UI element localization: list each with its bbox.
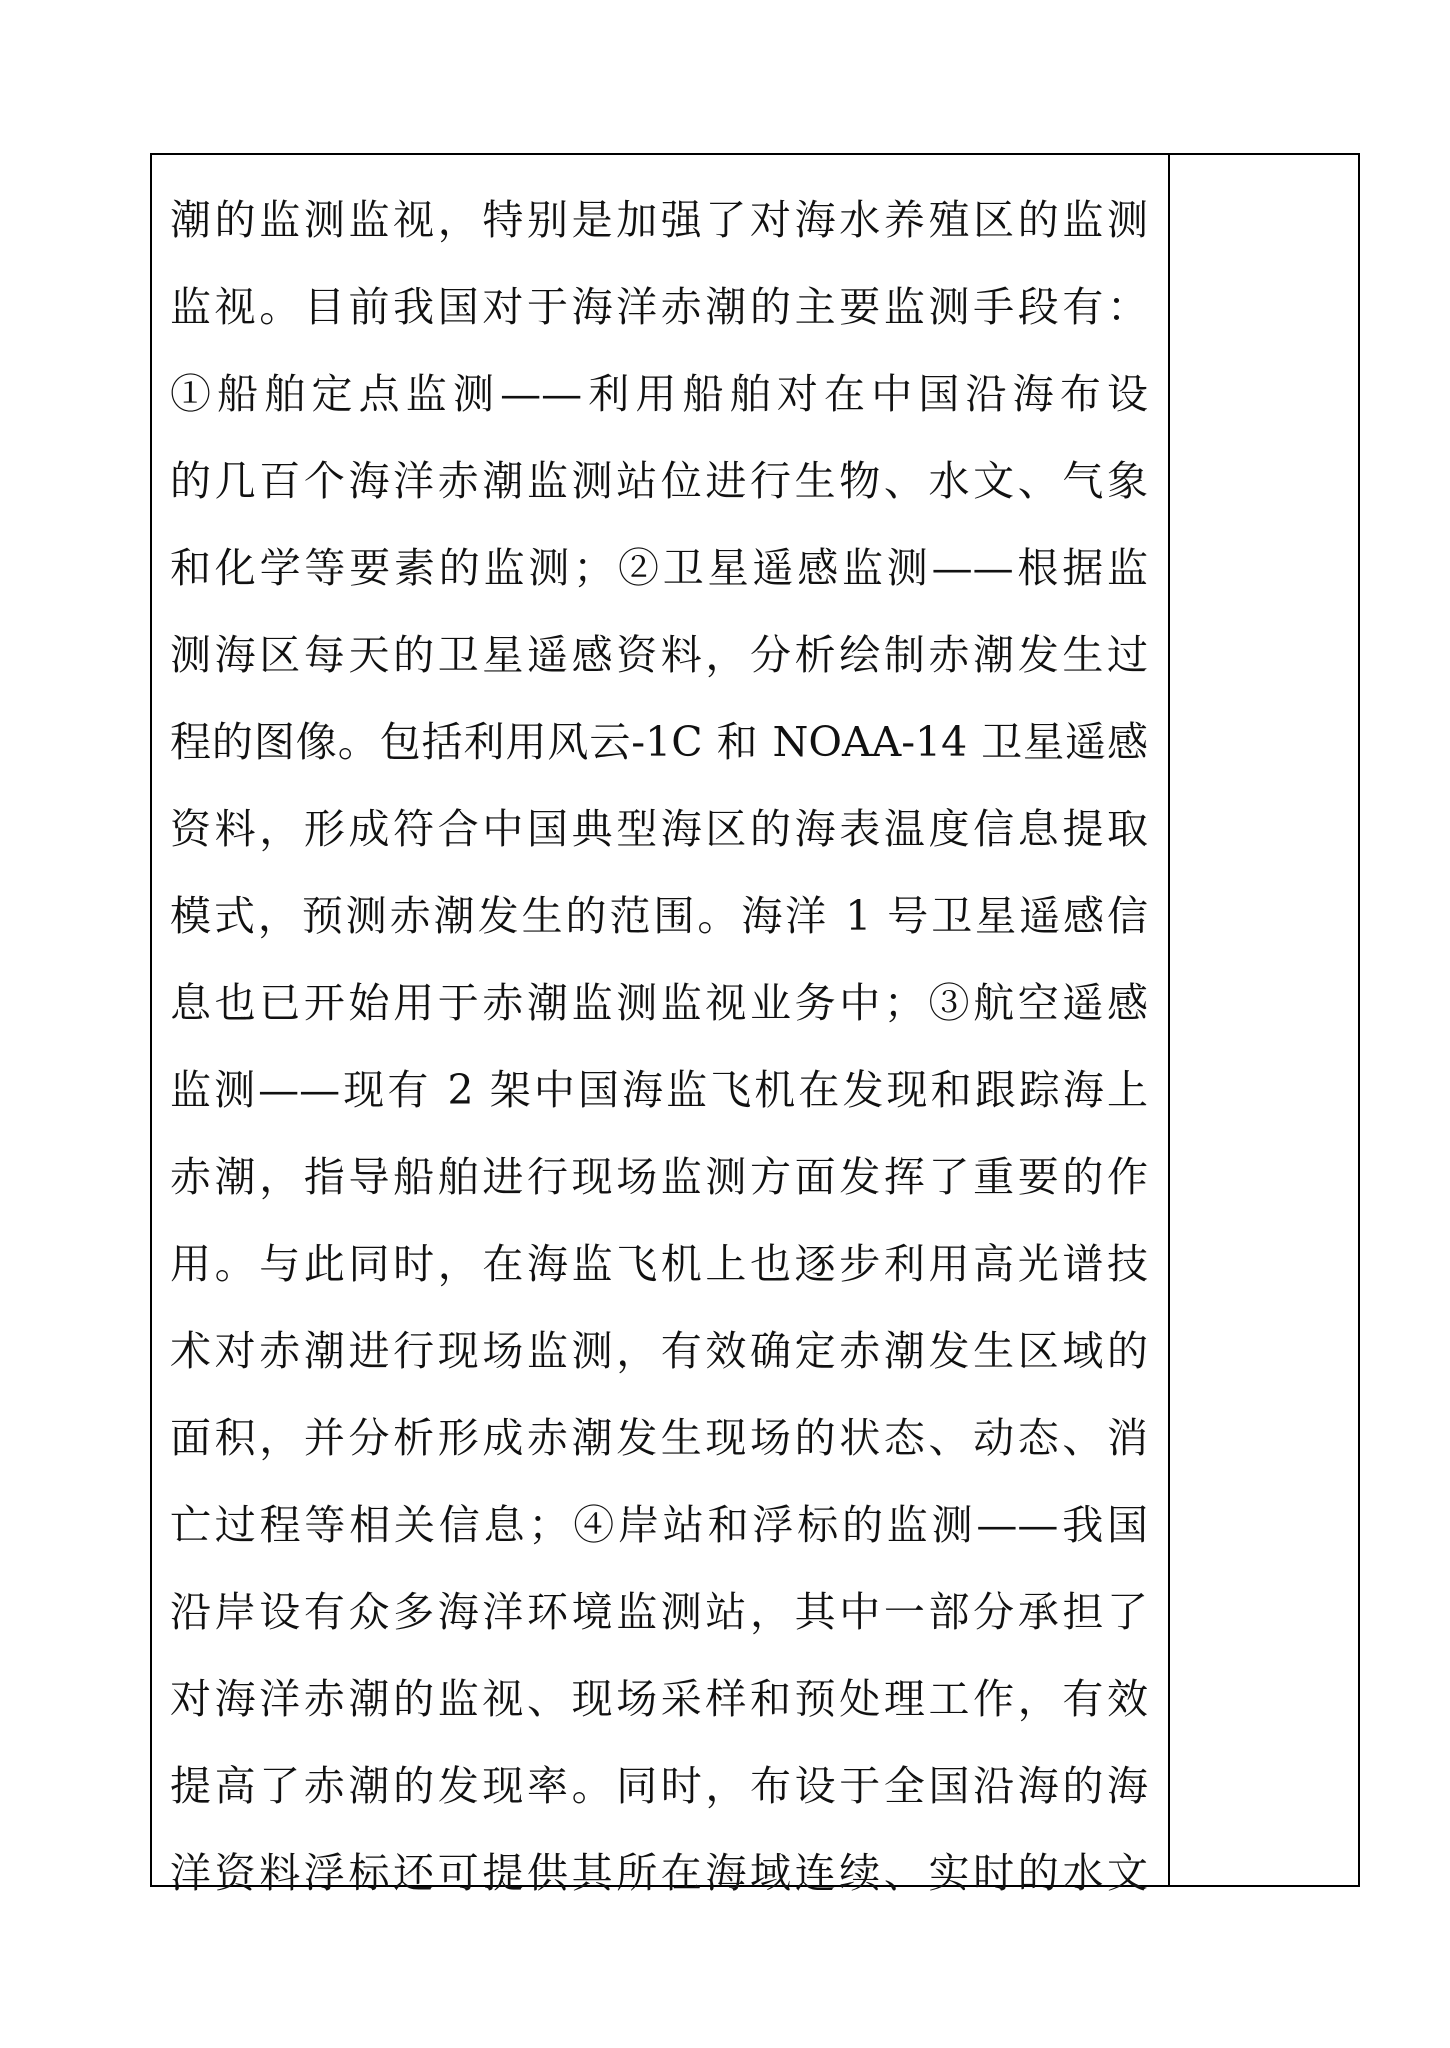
text-line: 资料，形成符合中国典型海区的海表温度信息提取 [170,805,1148,853]
text-line: 程的图像。包括利用风云-1C 和 NOAA-14 卫星遥感 [170,718,1148,766]
text-line: 监视。目前我国对于海洋赤潮的主要监测手段有： [170,283,1148,331]
text-line: 的几百个海洋赤潮监测站位进行生物、水文、气象 [170,457,1148,505]
text-line: 赤潮，指导船舶进行现场监测方面发挥了重要的作 [170,1153,1148,1201]
text-line: 亡过程等相关信息；④岸站和浮标的监测——我国 [170,1501,1148,1549]
document-table [150,153,1360,1897]
text-line: 模式，预测赤潮发生的范围。海洋 1 号卫星遥感信 [170,892,1148,940]
text-line: 潮的监测监视，特别是加强了对海水养殖区的监测 [170,196,1148,244]
content-cell [152,155,1170,1897]
text-line: 对海洋赤潮的监视、现场采样和预处理工作，有效 [170,1675,1148,1723]
text-line: 提高了赤潮的发现率。同时，布设于全国沿海的海 [170,1762,1148,1810]
text-line: 和化学等要素的监测；②卫星遥感监测——根据监 [170,544,1148,592]
text-line: 洋资料浮标还可提供其所在海域连续、实时的水文 [170,1849,1148,1897]
text-line: ①船舶定点监测——利用船舶对在中国沿海布设 [170,370,1148,418]
text-line: 测海区每天的卫星遥感资料，分析绘制赤潮发生过 [170,631,1148,679]
text-line: 面积，并分析形成赤潮发生现场的状态、动态、消 [170,1414,1148,1462]
text-line: 沿岸设有众多海洋环境监测站，其中一部分承担了 [170,1588,1148,1636]
text-line: 息也已开始用于赤潮监测监视业务中；③航空遥感 [170,979,1148,1027]
text-line: 术对赤潮进行现场监测，有效确定赤潮发生区域的 [170,1327,1148,1375]
side-cell [1170,155,1358,1885]
text-line: 监测——现有 2 架中国海监飞机在发现和跟踪海上 [170,1066,1148,1114]
text-line: 用。与此同时，在海监飞机上也逐步利用高光谱技 [170,1240,1148,1288]
